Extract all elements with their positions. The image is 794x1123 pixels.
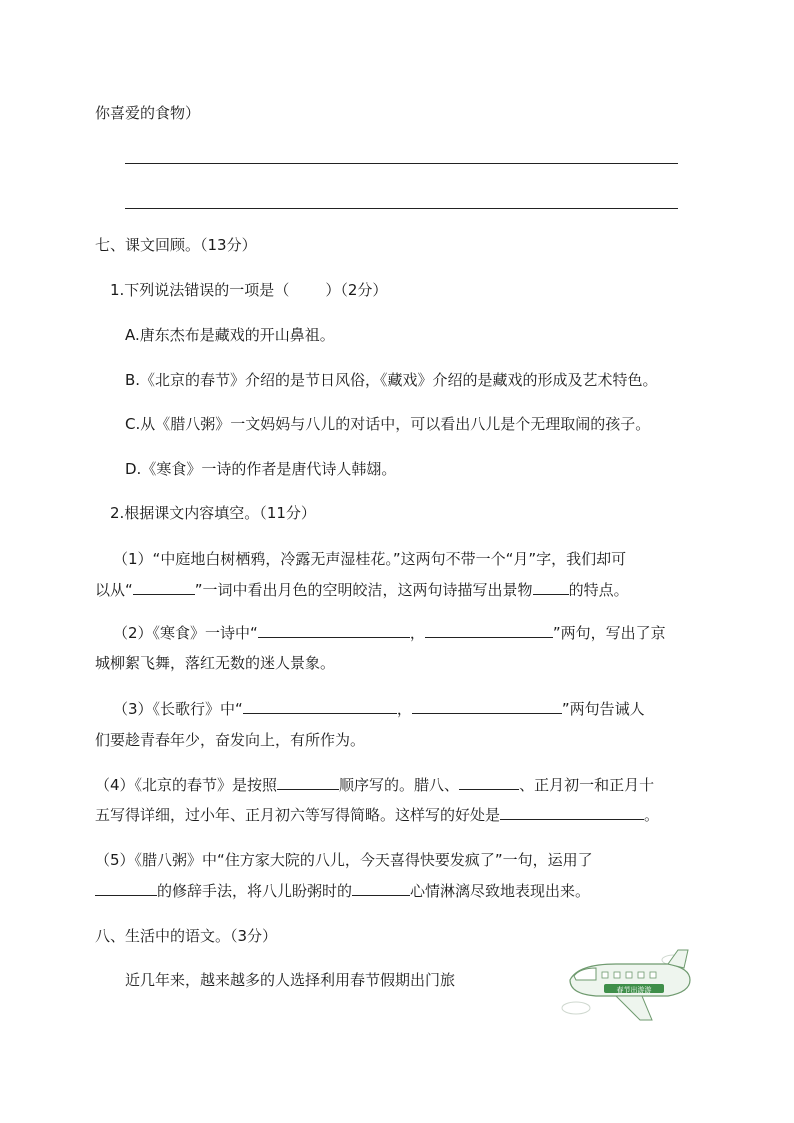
- q2-p3-line1: [113, 698, 645, 720]
- q2-p1-line1: （1）“中庭地白树栖鸦，冷露无声湿桂花。”这两句不带一个“月”字，我们却可: [113, 550, 627, 568]
- q2-p4-blank-2[interactable]: [459, 775, 519, 790]
- section8-title: 八、生活中的语文。（3分）: [95, 927, 278, 945]
- q2-p2-blank-1[interactable]: [258, 623, 410, 638]
- q2-p5-line2: [95, 880, 590, 902]
- q1-option-c: C.从《腊八粥》一文妈妈与八儿的对话中，可以看出八儿是个无理取闹的孩子。: [125, 415, 651, 433]
- q2-p2-line1: [113, 622, 666, 644]
- q2-p4-text-a: （4）《北京的春节》是按照: [95, 776, 278, 794]
- answer-line-1[interactable]: [125, 163, 678, 164]
- q2-p1-line2: [95, 579, 629, 601]
- q2-p4-text-e: 。: [644, 806, 660, 824]
- q2-p2-text-a: （2）《寒食》一诗中“: [113, 624, 258, 642]
- q2-p2-blank-2[interactable]: [425, 623, 553, 638]
- q2-p5-text-b: 心情淋漓尽致地表现出来。: [410, 882, 591, 900]
- q2-p1-text-b: ”一词中看出月色的空明皎洁，这两句诗描写出景物: [194, 581, 533, 599]
- q1-stem-post: ）（2分）: [325, 281, 388, 299]
- q2-p4-line2: [95, 804, 659, 826]
- q2-p2-text-c: ”两句，写出了京: [552, 624, 666, 642]
- q2-p3-blank-1[interactable]: [243, 699, 397, 714]
- q2-p4-blank-3[interactable]: [500, 805, 644, 820]
- q1-stem-pre: 1.下列说法错误的一项是（: [110, 281, 290, 299]
- q2-p2-text-b: ，: [409, 624, 425, 642]
- section8-text: 近几年来，越来越多的人选择利用春节假期出门旅: [125, 971, 456, 989]
- q2-p4-text-c: 、正月初一和正月十: [519, 776, 655, 794]
- q2-p5-blank-1[interactable]: [95, 881, 157, 896]
- q1-stem: [110, 279, 387, 301]
- q2-p1-text-a: 以从“: [95, 581, 133, 599]
- q1-option-a: A.唐东杰布是藏戏的开山鼻祖。: [125, 326, 335, 344]
- q2-p4-text-d: 五写得详细，过小年、正月初六等写得简略。这样写的好处是: [95, 806, 501, 824]
- q2-p4-text-b: 顺序写的。腊八、: [339, 776, 460, 794]
- airplane-image: [556, 946, 696, 1026]
- q2-p4-blank-1[interactable]: [277, 775, 339, 790]
- q2-p3-text-b: ，: [396, 700, 412, 718]
- q2-p3-line2: 们要趁青春年少，奋发向上，有所作为。: [95, 731, 366, 749]
- q1-option-b: B.《北京的春节》介绍的是节日风俗，《藏戏》介绍的是藏戏的形成及艺术特色。: [125, 371, 658, 389]
- q2-p1-blank-2[interactable]: [533, 580, 569, 595]
- q2-p3-text-c: ”两句告诫人: [561, 700, 645, 718]
- intro-tail: 你喜爱的食物）: [95, 104, 201, 122]
- answer-line-2[interactable]: [125, 208, 678, 209]
- q2-p1-blank-1[interactable]: [133, 580, 195, 595]
- section7-title: 七、课文回顾。（13分）: [95, 236, 257, 254]
- q2-p3-blank-2[interactable]: [412, 699, 562, 714]
- airplane-icon: [556, 946, 696, 1026]
- q2-p5-blank-2[interactable]: [352, 881, 410, 896]
- q2-p4-line1: [95, 774, 654, 796]
- q2-p5-line1: （5）《腊八粥》中“住方家大院的八儿，今天喜得快要发疯了”一句，运用了: [95, 851, 593, 869]
- q2-p5-text-a: 的修辞手法，将八儿盼粥时的: [157, 882, 353, 900]
- q2-p3-text-a: （3）《长歌行》中“: [113, 700, 243, 718]
- q2-p1-text-c: 的特点。: [568, 581, 629, 599]
- q1-option-d: D.《寒食》一诗的作者是唐代诗人韩翃。: [125, 460, 397, 478]
- q2-title: 2.根据课文内容填空。（11分）: [110, 504, 316, 522]
- q2-p2-line2: 城柳絮飞舞，落红无数的迷人景象。: [95, 654, 336, 672]
- airplane-banner-text: 春节出游游: [616, 986, 652, 994]
